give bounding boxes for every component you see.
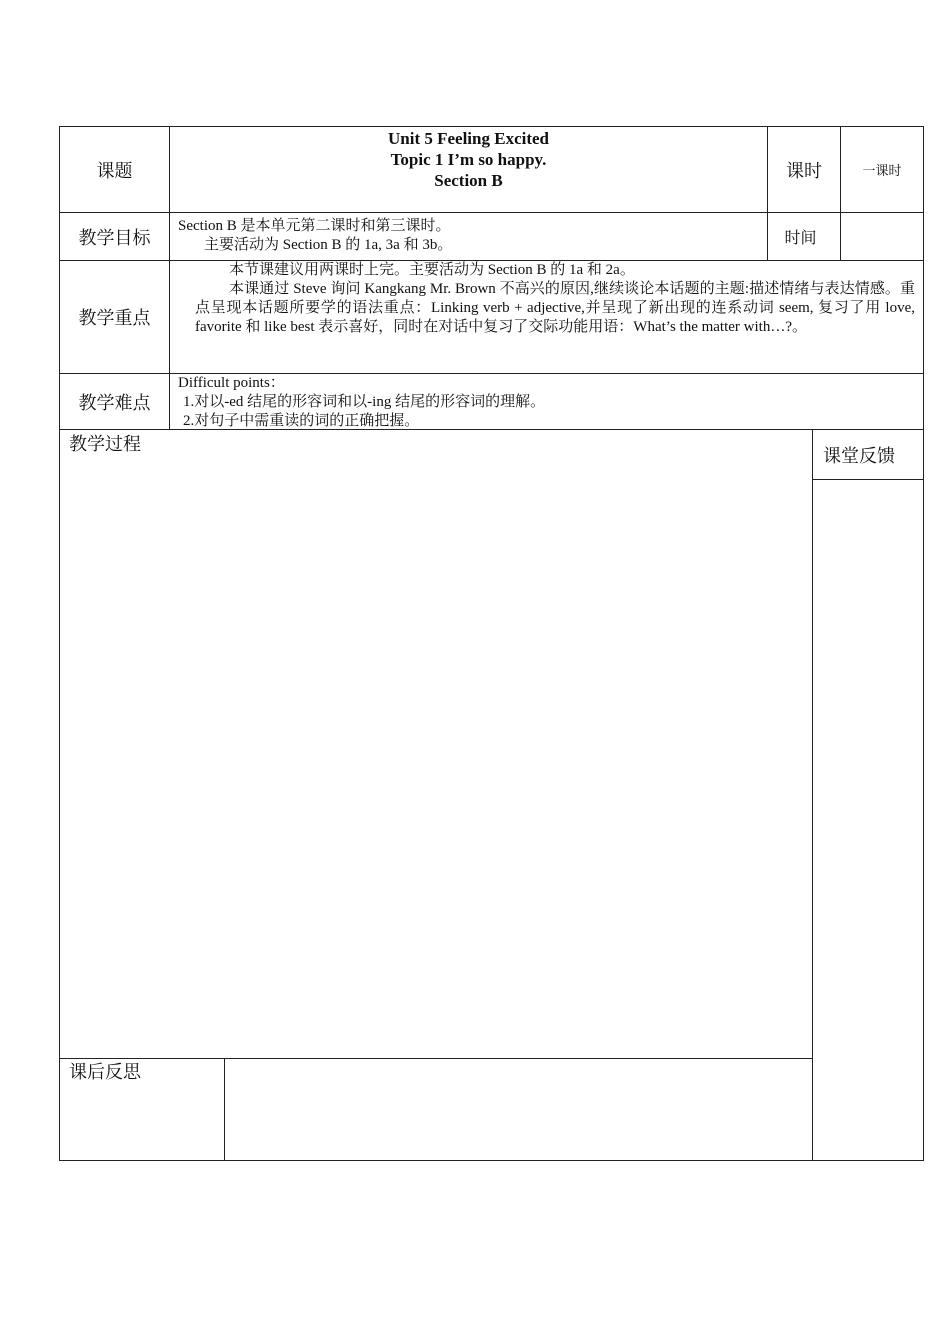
- process-area[interactable]: [60, 455, 812, 1058]
- topic-title: Topic 1 I’m so happy.: [390, 150, 547, 169]
- difficulty-label: 教学难点: [78, 392, 151, 413]
- unit-title: Unit 5 Feeling Excited: [387, 129, 549, 148]
- objectives-content: [178, 217, 763, 255]
- table-right-border: [923, 126, 924, 1161]
- period-value: 一课时: [862, 163, 902, 178]
- difficulty-content: [178, 374, 918, 431]
- difficulty-point-1: 1.对以-ed 结尾的形容词和以-ing 结尾的形容词的理解。: [183, 394, 546, 410]
- difficulty-point-2: 2.对句子中需重读的词的正确把握。: [183, 413, 420, 429]
- objectives-line-2: 主要活动为 Section B 的 1a, 3a 和 3b。: [204, 237, 453, 253]
- lesson-title-block: [388, 128, 549, 191]
- objectives-label: 教学目标: [78, 227, 151, 248]
- time-value: [841, 213, 923, 260]
- period-label: 课时: [786, 160, 822, 181]
- reflection-label: 课后反思: [69, 1062, 141, 1082]
- focus-paragraph-2: 本课通过 Steve 询问 Kangkang Mr. Brown 不高兴的原因,继续谈论本话题的主题:描述情绪与表达情感。重点呈现本话题所要学的语法重点：Linking verb + adjective,并呈现了新出现的连系动词 seem, 复习了用 love, favorite 和 like best 表示喜好，同时在对话中复习了交际功能用语：What’s the matter with…?。: [195, 281, 915, 335]
- lesson-title: [170, 127, 767, 212]
- reflection-area[interactable]: [225, 1059, 812, 1160]
- focus-label: 教学重点: [78, 308, 151, 328]
- process-label: 教学过程: [69, 434, 141, 454]
- table-bottom-border: [59, 1160, 924, 1161]
- topic-label: 课题: [96, 160, 133, 181]
- section-title: Section B: [434, 171, 503, 190]
- focus-content: [195, 261, 915, 337]
- focus-paragraph-1: 本节课建议用两课时上完。主要活动为 Section B 的 1a 和 2a。: [229, 262, 635, 278]
- feedback-area[interactable]: [813, 480, 923, 1160]
- difficulty-intro: Difficult points：: [178, 375, 285, 391]
- feedback-label: 课堂反馈: [823, 445, 895, 466]
- objectives-line-1: Section B 是本单元第二课时和第三课时。: [178, 218, 451, 234]
- time-label: 时间: [784, 230, 817, 247]
